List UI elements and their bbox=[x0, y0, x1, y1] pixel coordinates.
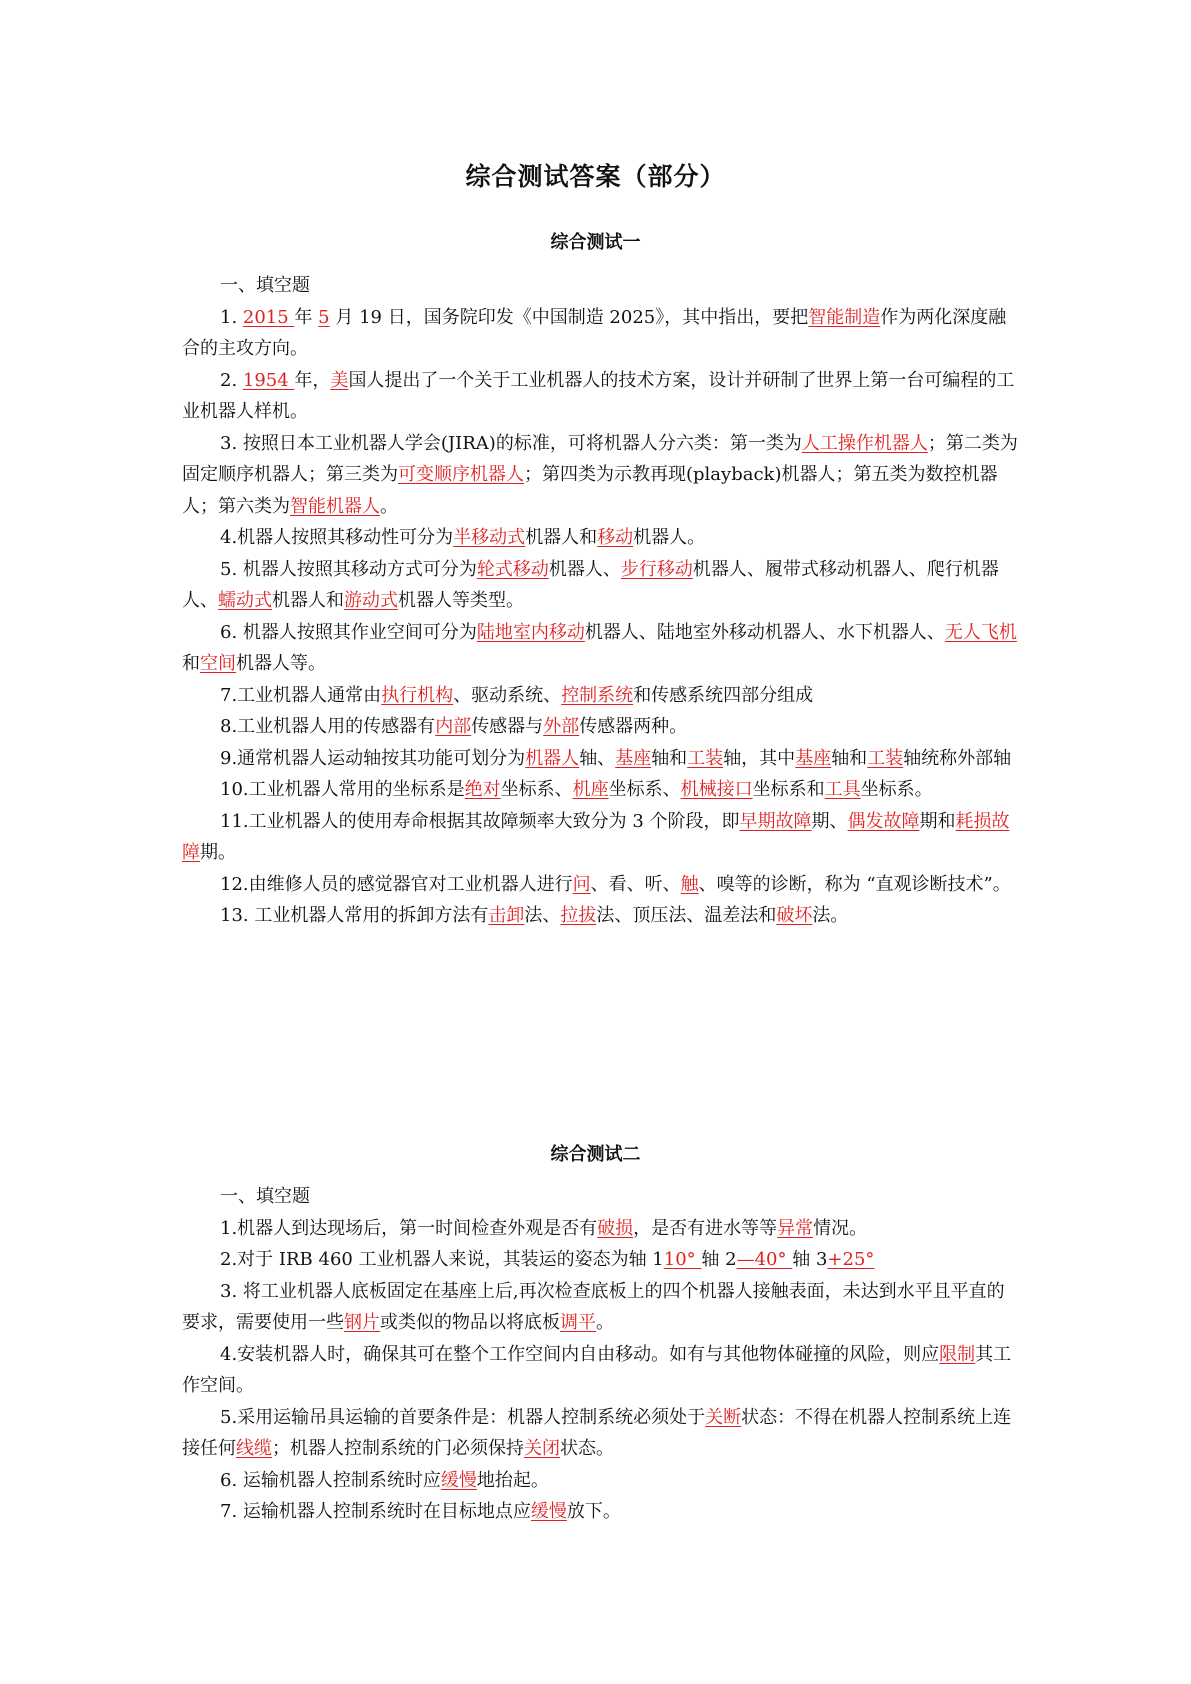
answer-text: 工具 bbox=[824, 779, 861, 800]
question-text: 年 bbox=[294, 306, 319, 328]
question-item bbox=[182, 1496, 1018, 1528]
question-text: 作为两化深度融合的主攻方向。 bbox=[182, 306, 1007, 359]
answer-text: 偶发故障 bbox=[847, 810, 920, 832]
question-text: 1. bbox=[220, 306, 243, 328]
question-text: 机器人和 bbox=[272, 590, 344, 611]
answer-text: 控制系统 bbox=[561, 684, 634, 706]
question-item bbox=[182, 428, 1018, 523]
question-text: ；第二类为固定顺序机器人；第三类为 bbox=[182, 432, 1018, 485]
answer-text: —40° bbox=[736, 1249, 793, 1270]
question-text: 7.工业机器人通常由 bbox=[220, 684, 382, 706]
answer-text: 陆地室内移动 bbox=[476, 621, 585, 643]
question-text: 9.通常机器人运动轴按其功能可划分为 bbox=[220, 747, 526, 769]
question-text: 机器人和 bbox=[525, 527, 598, 548]
answer-text: 1954 bbox=[242, 369, 295, 391]
question-item bbox=[182, 1213, 1018, 1245]
answer-text: 关断 bbox=[705, 1406, 742, 1428]
question-text: 轴 3 bbox=[792, 1249, 828, 1270]
answer-text: 破损 bbox=[597, 1217, 634, 1239]
question-text: 期。 bbox=[200, 842, 236, 863]
answer-text: 智能机器人 bbox=[290, 495, 380, 517]
question-text: 状态。 bbox=[560, 1438, 614, 1459]
section-2-question-type: 一、填空题 bbox=[220, 1186, 310, 1207]
question-text: 期和 bbox=[919, 810, 956, 832]
answer-text: 机械接口 bbox=[680, 779, 753, 800]
question-text: 机器人等类型。 bbox=[398, 590, 524, 611]
answer-text: 绝对 bbox=[464, 779, 501, 800]
question-text: ；第四类为示教再现(playback)机器人；第五类为数控机器人；第六类为 bbox=[182, 464, 998, 517]
section-2-items bbox=[182, 1213, 1018, 1528]
question-text: 3. 将工业机器人底板固定在基座上后,再次检查底板上的四个机器人接触表面，未达到水平且平直的要求，需要使用一些 bbox=[182, 1280, 1005, 1333]
question-item bbox=[182, 302, 1018, 365]
answer-text: 关闭 bbox=[524, 1438, 560, 1459]
question-text: 国人提出了一个关于工业机器人的技术方案，设计并研制了世界上第一台可编程的工业机器人样机。 bbox=[182, 369, 1015, 422]
question-item bbox=[182, 900, 1018, 932]
question-text: 坐标系和 bbox=[752, 779, 825, 800]
question-text: 6. 机器人按照其作业空间可分为 bbox=[220, 621, 477, 643]
answer-text: 空间 bbox=[200, 653, 236, 674]
question-text: 2. bbox=[220, 369, 243, 391]
question-text: 3. 按照日本工业机器人学会(JIRA)的标准，可将机器人分六类：第一类为 bbox=[220, 432, 802, 454]
answer-text: 缓慢 bbox=[440, 1469, 477, 1491]
question-text: 、嗅等的诊断，称为 “直观诊断技术”。 bbox=[698, 873, 1011, 895]
answer-text: 内部 bbox=[435, 716, 472, 737]
question-item bbox=[182, 774, 1018, 806]
answer-text: 10° bbox=[663, 1249, 702, 1270]
answer-text: 基座 bbox=[795, 747, 832, 769]
answer-text: 步行移动 bbox=[620, 558, 693, 580]
answer-text: 蠕动式 bbox=[218, 590, 272, 611]
question-text: 轴和 bbox=[831, 747, 868, 769]
question-text: 机器人。 bbox=[633, 527, 706, 548]
question-text: 轴统称外部轴 bbox=[903, 747, 1012, 769]
answer-text: 工装 bbox=[867, 747, 904, 769]
question-text: 其工作空间。 bbox=[182, 1343, 1012, 1396]
question-item bbox=[182, 743, 1018, 775]
question-text: 。 bbox=[380, 495, 398, 517]
answer-text: 执行机构 bbox=[381, 684, 454, 706]
question-text: 状态：不得在机器人控制系统上连接任何 bbox=[182, 1406, 1012, 1459]
answer-text: +25° bbox=[827, 1249, 875, 1270]
answer-text: 调平 bbox=[560, 1312, 596, 1333]
question-text: 机器人等。 bbox=[236, 653, 326, 674]
answer-text: 破坏 bbox=[776, 905, 813, 926]
question-text: ，是否有进水等等 bbox=[633, 1217, 778, 1239]
question-item bbox=[182, 522, 1018, 554]
section-1-body bbox=[182, 270, 1018, 932]
question-text: 期、 bbox=[811, 810, 848, 832]
question-item bbox=[182, 554, 1018, 617]
question-text: 轴、 bbox=[579, 747, 616, 769]
answer-text: 工装 bbox=[687, 747, 724, 769]
answer-text: 5 bbox=[318, 306, 330, 328]
answer-text: 游动式 bbox=[344, 590, 398, 611]
question-text: 10.工业机器人常用的坐标系是 bbox=[220, 779, 465, 800]
question-text: 8.工业机器人用的传感器有 bbox=[220, 716, 436, 737]
question-text: 、驱动系统、 bbox=[453, 684, 562, 706]
question-item bbox=[182, 711, 1018, 743]
question-text: 机器人、陆地室外移动机器人、水下机器人、 bbox=[584, 621, 945, 643]
question-text: 和 bbox=[182, 653, 200, 674]
answer-text: 拉拔 bbox=[560, 905, 597, 926]
answer-text: 轮式移动 bbox=[476, 558, 549, 580]
question-text: 4.机器人按照其移动性可分为 bbox=[220, 527, 454, 548]
document-title: 综合测试答案（部分） bbox=[465, 162, 726, 191]
answer-text: 线缆 bbox=[236, 1438, 272, 1459]
answer-text: 可变顺序机器人 bbox=[398, 464, 524, 485]
question-text: 11.工业机器人的使用寿命根据其故障频率大致分为 3 个阶段，即 bbox=[220, 810, 740, 832]
question-item bbox=[182, 680, 1018, 712]
question-item bbox=[182, 1276, 1018, 1339]
question-item bbox=[182, 1402, 1018, 1465]
question-text: 5.采用运输吊具运输的首要条件是：机器人控制系统必须处于 bbox=[220, 1406, 706, 1428]
answer-text: 2015 bbox=[242, 306, 295, 328]
question-text: 12.由维修人员的感觉器官对工业机器人进行 bbox=[220, 873, 573, 895]
question-item bbox=[182, 869, 1018, 901]
question-text: 法、 bbox=[524, 905, 561, 926]
answer-text: 外部 bbox=[543, 716, 580, 737]
answer-text: 美 bbox=[330, 369, 349, 391]
question-text: 年， bbox=[294, 369, 331, 391]
question-text: 7. 运输机器人控制系统时在目标地点应 bbox=[220, 1501, 531, 1522]
question-text: 和传感系统四部分组成 bbox=[633, 684, 814, 706]
question-text: 法。 bbox=[812, 905, 849, 926]
question-text: 或类似的物品以将底板 bbox=[380, 1312, 560, 1333]
question-text: 地抬起。 bbox=[476, 1469, 549, 1491]
question-text: 坐标系、 bbox=[608, 779, 681, 800]
section-2-body bbox=[182, 1181, 1018, 1528]
answer-text: 基座 bbox=[615, 747, 652, 769]
answer-text: 耗损故障 bbox=[182, 810, 1010, 863]
answer-text: 限制 bbox=[939, 1343, 976, 1365]
question-text: 轴，其中 bbox=[723, 747, 796, 769]
question-text: 传感器两种。 bbox=[579, 716, 688, 737]
question-text: 传感器与 bbox=[471, 716, 544, 737]
answer-text: 移动 bbox=[597, 527, 634, 548]
question-text: 5. 机器人按照其移动方式可分为 bbox=[220, 558, 477, 580]
question-item bbox=[182, 1244, 1018, 1276]
question-text: 。 bbox=[596, 1312, 614, 1333]
question-text: 法、顶压法、温差法和 bbox=[596, 905, 777, 926]
answer-text: 异常 bbox=[777, 1217, 814, 1239]
question-text: 、看、听、 bbox=[590, 873, 681, 895]
section-1-items bbox=[182, 302, 1018, 932]
question-text: 轴 2 bbox=[701, 1249, 737, 1270]
question-text: 机器人、 bbox=[548, 558, 621, 580]
question-text: 2.对于 IRB 460 工业机器人来说，其装运的姿态为轴 1 bbox=[220, 1249, 664, 1270]
answer-text: 早期故障 bbox=[739, 810, 812, 832]
question-text: 机器人、履带式移动机器人、爬行机器人、 bbox=[182, 558, 999, 611]
question-text: 放下。 bbox=[566, 1501, 621, 1522]
answer-text: 击卸 bbox=[488, 905, 525, 926]
section-1-heading: 综合测试一 bbox=[550, 232, 641, 253]
question-text: 轴和 bbox=[651, 747, 688, 769]
question-item bbox=[182, 365, 1018, 428]
question-text: 月 19 日，国务院印发《中国制造 2025》，其中指出，要把 bbox=[329, 306, 809, 328]
question-text: 4.安装机器人时，确保其可在整个工作空间内自由移动。如有与其他物体碰撞的风险，则应 bbox=[220, 1343, 940, 1365]
question-item bbox=[182, 1465, 1018, 1497]
question-text: 坐标系。 bbox=[860, 779, 933, 800]
section-1-question-type: 一、填空题 bbox=[220, 275, 310, 296]
question-text: 情况。 bbox=[813, 1217, 868, 1239]
answer-text: 机座 bbox=[572, 779, 609, 800]
question-text: 6. 运输机器人控制系统时应 bbox=[220, 1469, 441, 1491]
question-text: ；机器人控制系统的门必须保持 bbox=[272, 1438, 524, 1459]
answer-text: 机器人 bbox=[525, 747, 580, 769]
answer-text: 触 bbox=[680, 873, 699, 895]
answer-text: 人工操作机器人 bbox=[801, 432, 928, 454]
section-2-heading: 综合测试二 bbox=[550, 1144, 641, 1165]
question-item bbox=[182, 806, 1018, 869]
answer-text: 缓慢 bbox=[530, 1501, 567, 1522]
question-text: 坐标系、 bbox=[500, 779, 573, 800]
question-text: 1.机器人到达现场后，第一时间检查外观是否有 bbox=[220, 1217, 598, 1239]
answer-text: 智能制造 bbox=[808, 306, 881, 328]
answer-text: 问 bbox=[572, 873, 591, 895]
question-text: 13. 工业机器人常用的拆卸方法有 bbox=[220, 905, 489, 926]
question-item bbox=[182, 1339, 1018, 1402]
question-item bbox=[182, 617, 1018, 680]
answer-text: 钢片 bbox=[344, 1312, 380, 1333]
answer-text: 半移动式 bbox=[453, 527, 526, 548]
answer-text: 无人飞机 bbox=[944, 621, 1017, 643]
